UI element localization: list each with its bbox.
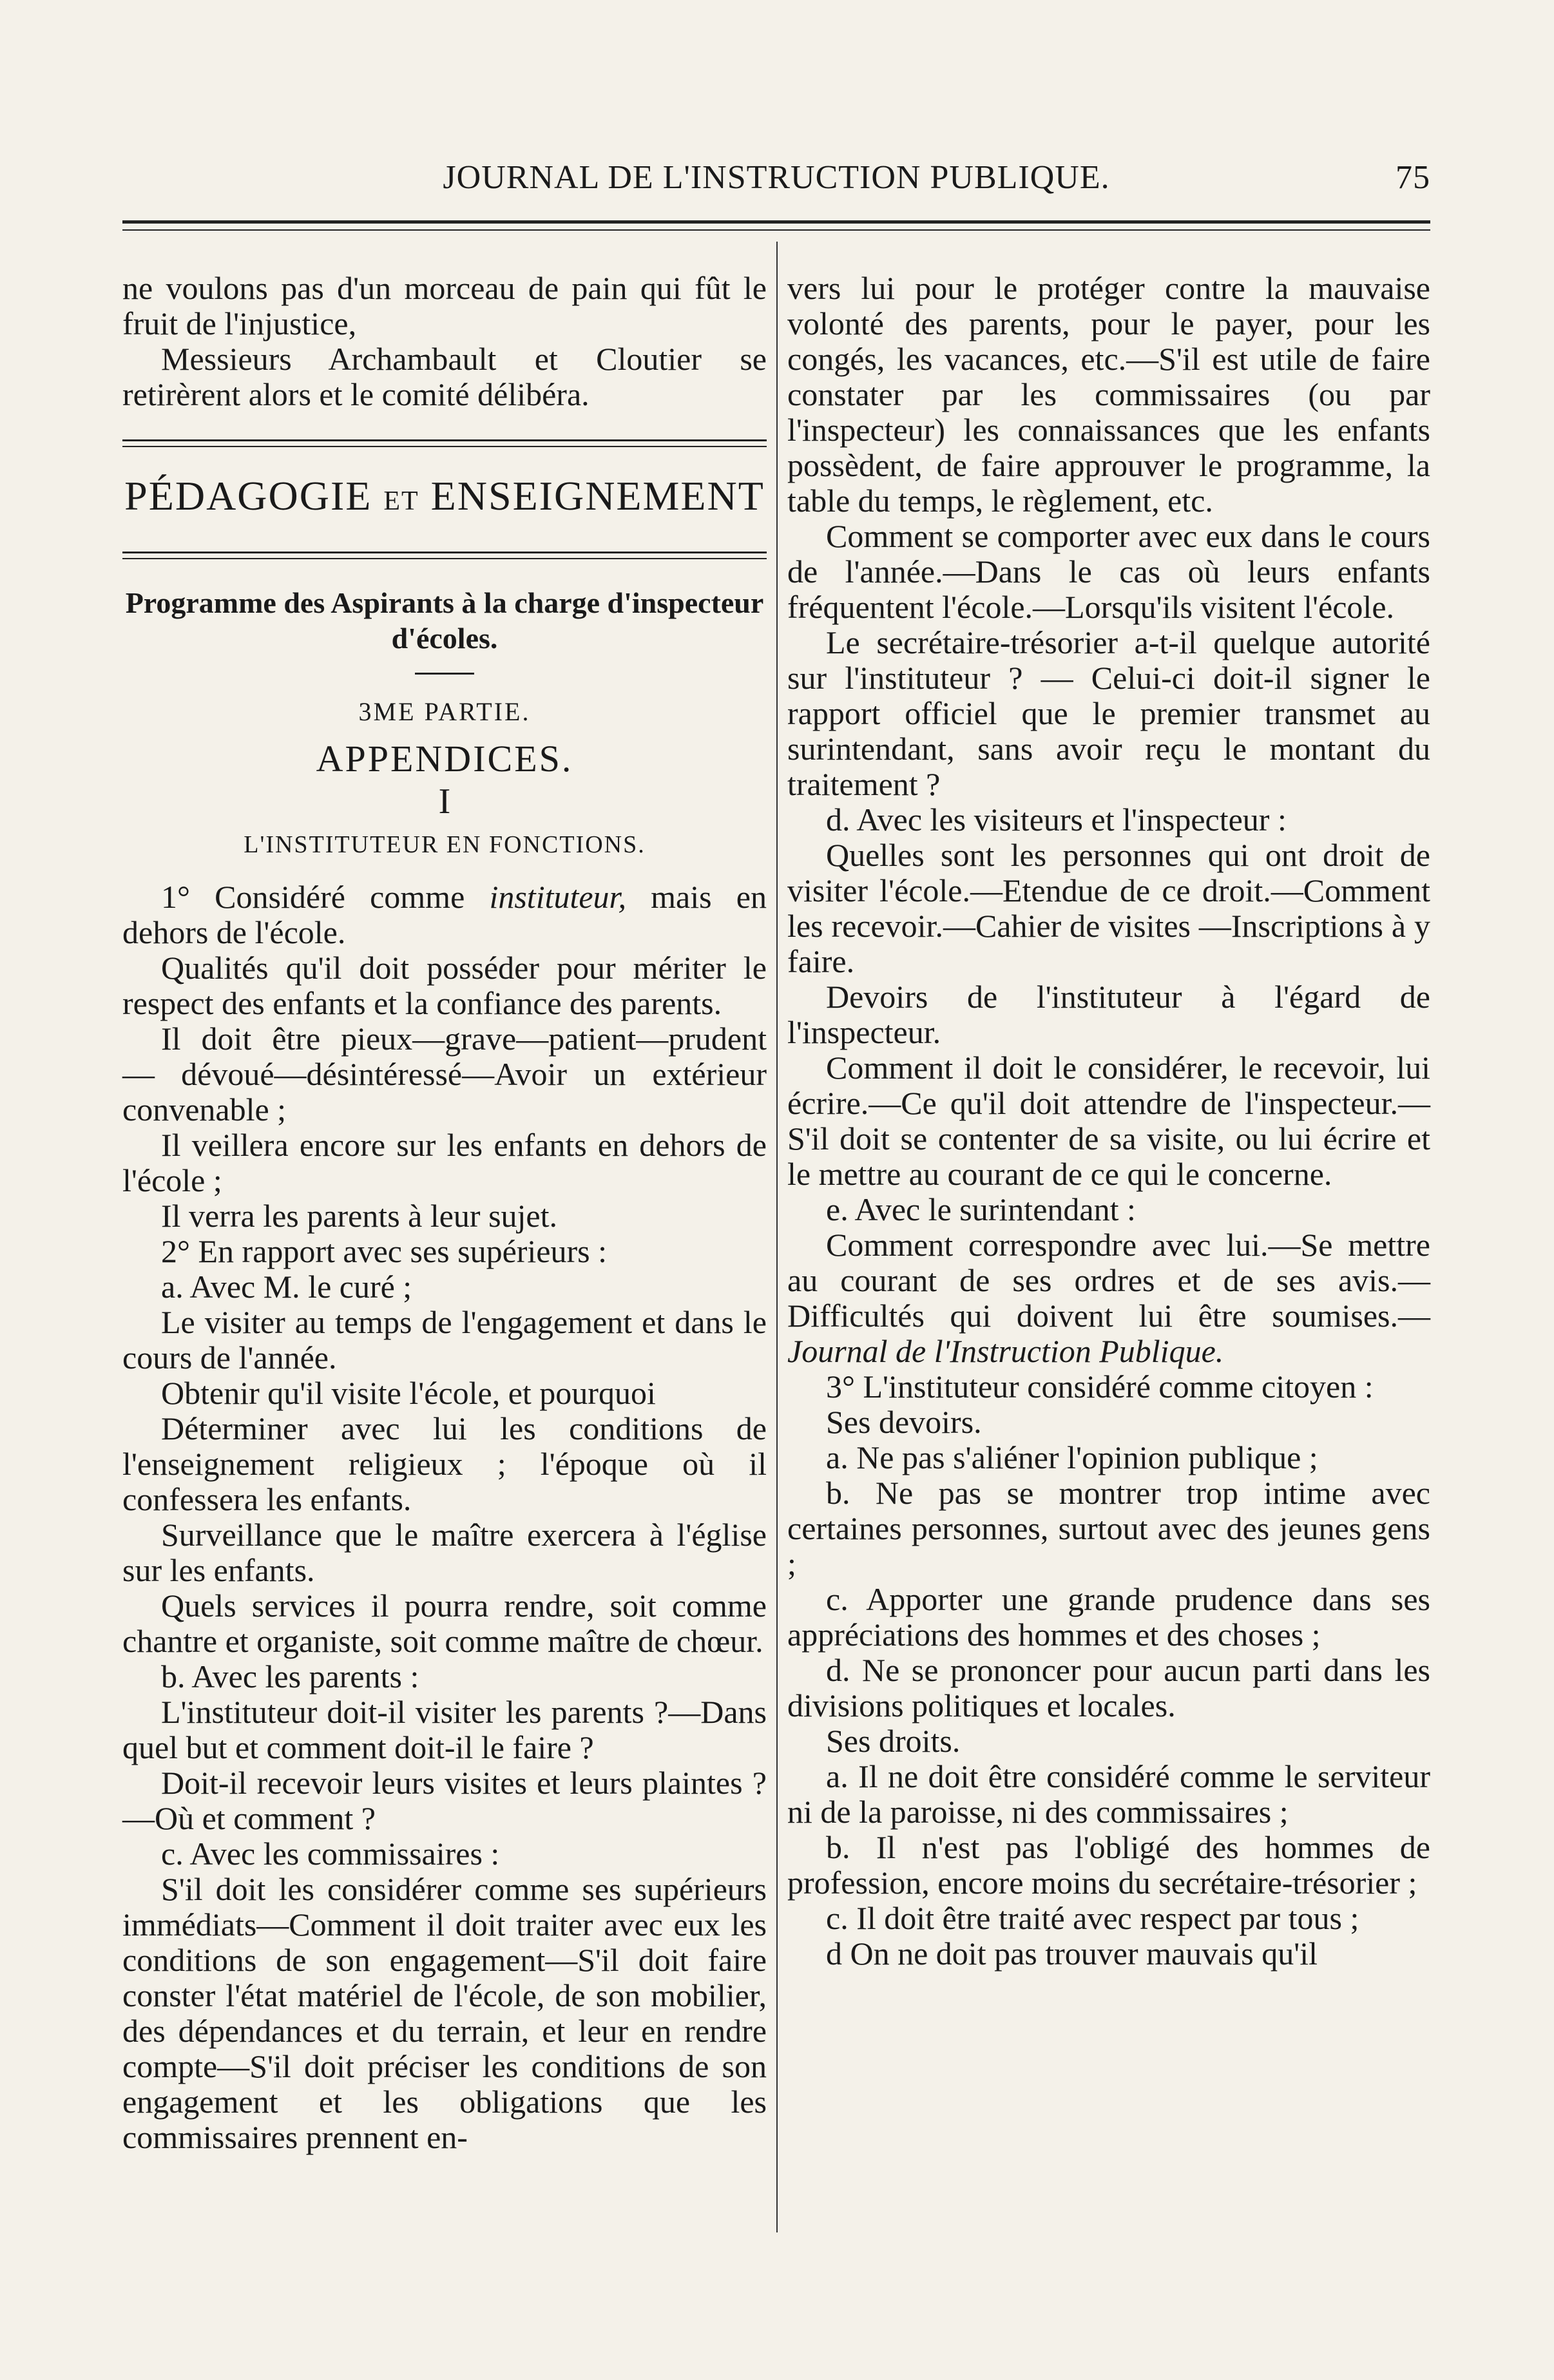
duty-a: a. Ne pas s'aliéner l'opinion publique ; <box>826 1439 1318 1475</box>
committee-paragraph: Messieurs Archambault et Cloutier se retirèrent alors et le comité délibéra. <box>122 341 767 412</box>
who-visit-paragraph: Quelles sont les personnes qui ont droit de visiter l'école.—Etendue de ce droit.—Comment les recevoir.—Cahier de visites —Inscriptions à y faire. <box>787 837 1430 979</box>
right-c: c. Il doit être traité avec respect par tous ; <box>826 1900 1359 1936</box>
virtues-paragraph: Il doit être pieux—grave—patient—prudent — dévoué—désintéressé—Avoir un extérieur convenable ; <box>122 1021 767 1128</box>
duties-heading: Ses devoirs. <box>826 1404 982 1440</box>
determine-paragraph: Déterminer avec lui les conditions de l'enseignement religieux ; l'époque où il confessera les enfants. <box>122 1410 767 1517</box>
receive-visits-paragraph: Doit-il recevoir leurs visites et leurs plaintes ?—Où et comment ? <box>122 1765 767 1836</box>
part-label: 3ME PARTIE. <box>358 697 531 726</box>
section-heading-part3: ENSEIGNEMENT <box>419 473 765 519</box>
duty-c: c. Apporter une grande prudence dans ses appréciations des hommes et des choses ; <box>787 1581 1430 1653</box>
right-a: a. Il ne doit être considéré comme le serviteur ni de la paroisse, ni des commissaires ; <box>787 1758 1430 1830</box>
section-rule-top <box>122 439 767 447</box>
sub-a-cure: a. Avec M. le curé ; <box>161 1269 412 1305</box>
obtain-visit-paragraph: Obtenir qu'il visite l'école, et pourquoi <box>161 1375 656 1411</box>
section-rule-bottom <box>122 552 767 559</box>
duties-inspector-paragraph: Devoirs de l'instituteur à l'égard de l'inspecteur. <box>787 979 1430 1050</box>
left-column <box>122 271 767 2155</box>
short-rule <box>415 673 474 675</box>
superiors-paragraph: S'il doit les considérer comme ses supérieurs immédiats—Comment il doit traiter avec eux les conditions de son engagement—S'il doit faire conster l'état matériel de l'école, de son mobilier, des dépendances et du terrain, et leur en rendre compte—S'il doit préciser les conditions de son engagement et les obligations que les commissaires prennent en- <box>122 1871 767 2155</box>
right-d: d On ne doit pas trouver mauvais qu'il <box>826 1935 1318 1972</box>
item-1-tail: mais en dehors de l'école. <box>122 879 767 950</box>
secretary-paragraph: Le secrétaire-trésorier a-t-il quelque autorité sur l'instituteur ? — Celui-ci doit-il signer le rapport officiel que le premier transmet au surintendant, sans avoir reçu le montant du traitement ? <box>787 624 1430 802</box>
program-title: Programme des Aspirants à la charge d'inspecteur d'écoles. <box>125 586 764 655</box>
right-column <box>787 271 1430 1972</box>
services-paragraph: Quels services il pourra rendre, soit comme chantre et organiste, soit comme maître de chœur. <box>122 1588 767 1659</box>
behave-paragraph: Comment se comporter avec eux dans le cours de l'année.—Dans le cas où leurs enfants fréquentent l'école.—Lorsqu'ils visitent l'école. <box>787 518 1430 625</box>
section-heading-part2: ET <box>383 486 419 516</box>
sub-b-parents: b. Avec les parents : <box>161 1658 419 1694</box>
continuation-paragraph: vers lui pour le protéger contre la mauvaise volonté des parents, pour le payer, pour les congés, les vacances, etc.—S'il est utile de faire constater par les commissaires (ou par l'inspecteur) les connaissances que les enfants possèdent, de faire approuver le programme, la table du temps, le règlement, etc. <box>787 270 1430 519</box>
correspond-paragraph <box>787 1227 1430 1369</box>
surveillance-paragraph: Surveillance que le maître exercera à l'église sur les enfants. <box>122 1517 767 1588</box>
page-number: 75 <box>1396 159 1430 196</box>
item-1-lead: 1° Considéré comme <box>161 879 490 915</box>
sub-e-superintendent: e. Avec le surintendant : <box>826 1191 1136 1227</box>
appendix-title: APPENDICES. <box>316 738 573 780</box>
duty-b: b. Ne pas se montrer trop intime avec certaines personnes, surtout avec des jeunes gens ; <box>787 1475 1430 1582</box>
item-1 <box>122 879 767 950</box>
journal-reference: Journal de l'Instruction Publique. <box>787 1333 1224 1369</box>
consider-inspector-paragraph: Comment il doit le considérer, le recevoir, lui écrire.—Ce qu'il doit attendre de l'inspecteur.—S'il doit se contenter de sa visite, ou lui écrire et le mettre au courant de ce qui le concerne. <box>787 1050 1430 1192</box>
header-rule-thick <box>122 220 1430 224</box>
sub-c-commissioners: c. Avec les commissaires : <box>161 1836 500 1872</box>
right-b: b. Il n'est pas l'obligé des hommes de profession, encore moins du secrétaire-trésorier ; <box>787 1829 1430 1901</box>
section-heading-part1: PÉDAGOGIE <box>124 473 384 519</box>
section-heading <box>122 473 767 524</box>
item-1-emphasis: instituteur, <box>489 879 626 915</box>
visit-parents-paragraph: L'instituteur doit-il visiter les parents ?—Dans quel but et comment doit-il le faire ? <box>122 1694 767 1765</box>
watch-children-paragraph: Il veillera encore sur les enfants en dehors de l'école ; <box>122 1127 767 1198</box>
running-head <box>122 158 1430 204</box>
see-parents-paragraph: Il verra les parents à leur sujet. <box>161 1198 558 1234</box>
roman-numeral: I <box>438 782 451 821</box>
journal-title: JOURNAL DE L'INSTRUCTION PUBLIQUE. <box>443 159 1110 196</box>
item-3: 3° L'instituteur considéré comme citoyen : <box>826 1368 1374 1405</box>
item-2: 2° En rapport avec ses supérieurs : <box>161 1233 607 1269</box>
duty-d: d. Ne se prononcer pour aucun parti dans les divisions politiques et locales. <box>787 1652 1430 1723</box>
correspond-text: Comment correspondre avec lui.—Se mettre au courant de ses ordres et de ses avis.—Difficultés qui doivent lui être soumises.— <box>787 1227 1430 1334</box>
column-divider <box>776 242 778 2232</box>
rights-heading: Ses droits. <box>826 1723 961 1759</box>
subsection-title: L'INSTITUTEUR EN FONCTIONS. <box>244 831 646 858</box>
qualities-paragraph: Qualités qu'il doit posséder pour mériter le respect des enfants et la confiance des parents. <box>122 950 767 1021</box>
header-rule-thin <box>122 229 1430 231</box>
visit-cure-paragraph: Le visiter au temps de l'engagement et dans le cours de l'année. <box>122 1304 767 1376</box>
sub-d-visitors: d. Avec les visiteurs et l'inspecteur : <box>826 801 1287 838</box>
intro-paragraph: ne voulons pas d'un morceau de pain qui fût le fruit de l'injustice, <box>122 270 767 341</box>
